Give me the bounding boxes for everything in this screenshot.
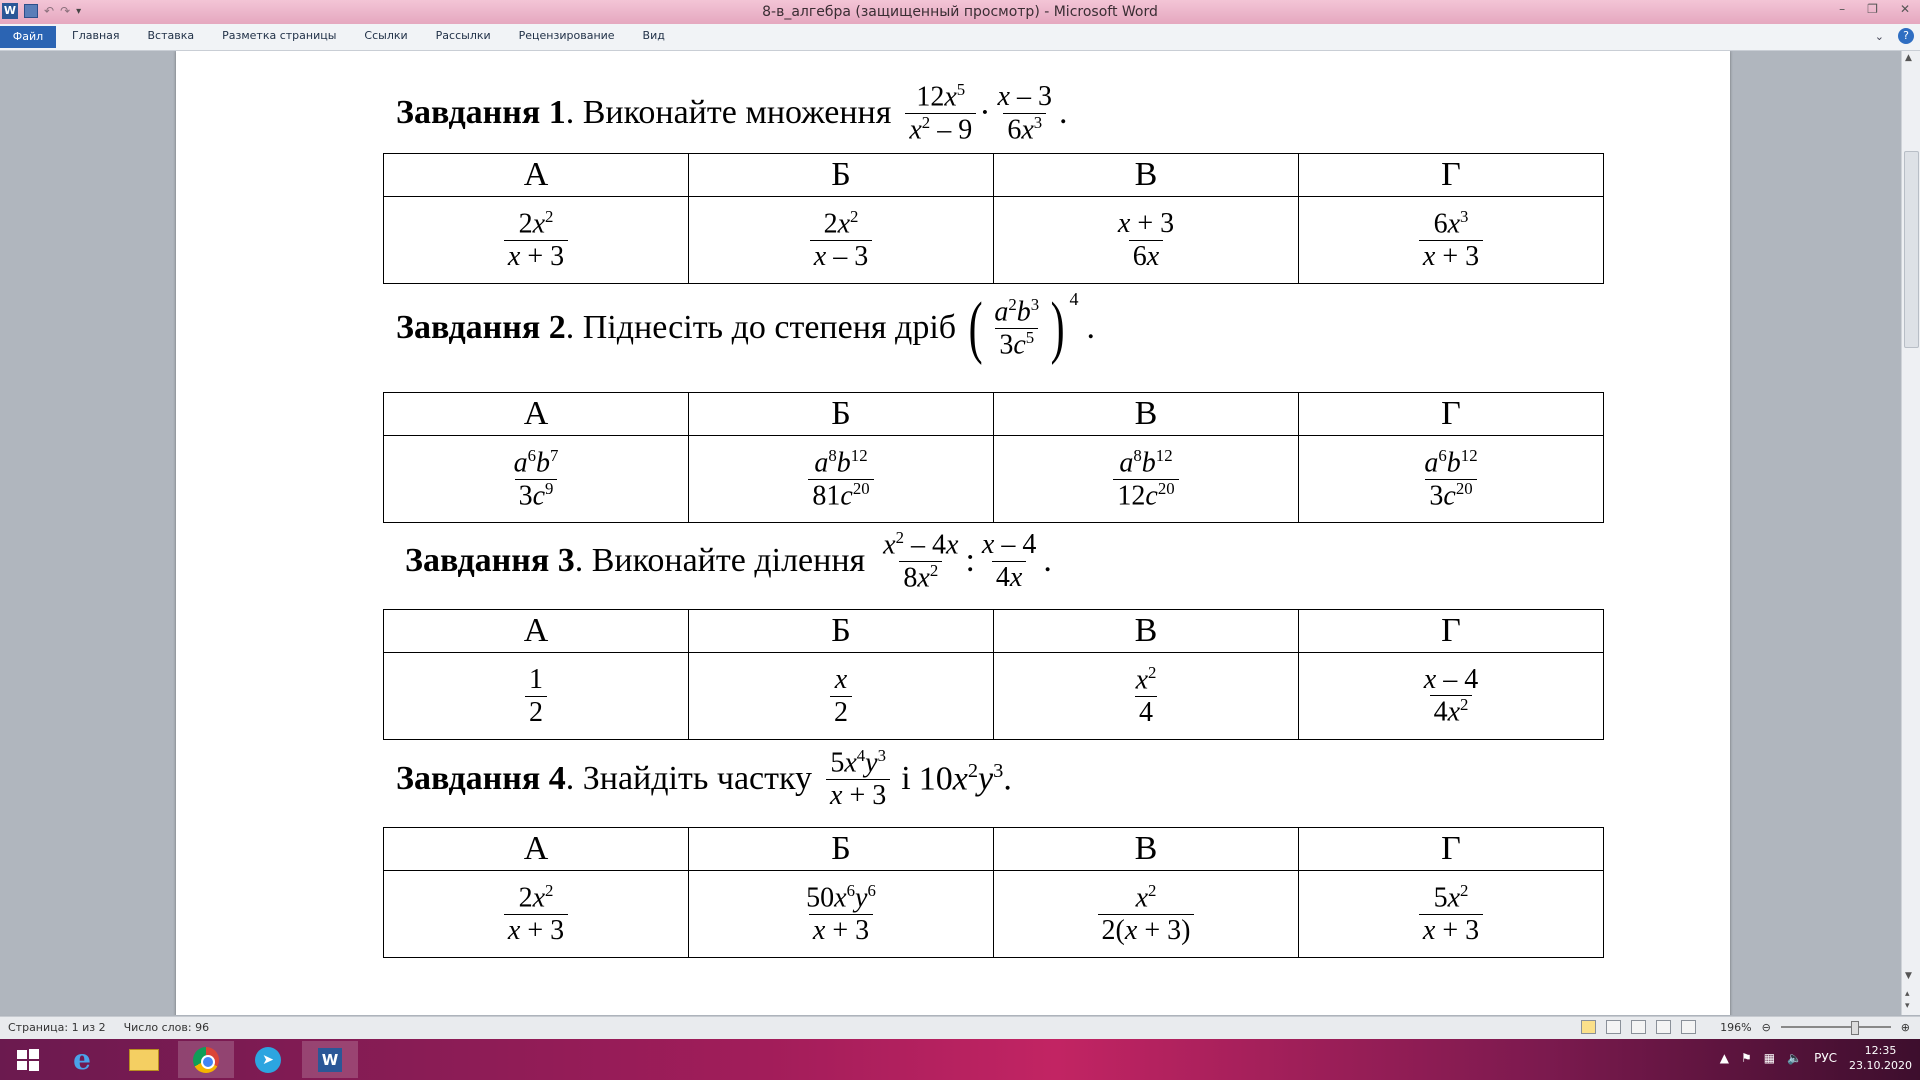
option-a-header: А bbox=[384, 154, 689, 197]
clock-time: 12:35 bbox=[1864, 1044, 1897, 1057]
ribbon-collapse-icon[interactable]: ⌄ bbox=[1874, 29, 1884, 43]
ribbon-tab-list bbox=[72, 29, 665, 42]
option-b-header: Б bbox=[689, 828, 994, 871]
option-d-header: Г bbox=[1299, 154, 1604, 197]
task-3-label: Завдання 3 bbox=[405, 542, 575, 580]
windows-taskbar bbox=[0, 1039, 1920, 1080]
option-c-header: В bbox=[994, 393, 1299, 436]
window-controls bbox=[1839, 2, 1910, 16]
task-3: Завдання 3 . Виконайте ділення $\frac{x^2 - 4x}{8x^2}$ : $\frac{x - 4}{4x}$ . bbox=[405, 528, 1052, 594]
zoom-slider[interactable] bbox=[1781, 1026, 1891, 1028]
redo-icon[interactable]: ↷ bbox=[60, 4, 71, 18]
folder-icon bbox=[129, 1049, 159, 1071]
word-count[interactable]: Число слов: 96 bbox=[123, 1021, 210, 1034]
task-2-label: Завдання 2 bbox=[396, 309, 566, 346]
clock-date: 23.10.2020 bbox=[1849, 1059, 1912, 1072]
windows-logo-icon bbox=[16, 1048, 40, 1072]
option-b-value: $\frac{a^8b^{12}}{81c^{20}}$ bbox=[689, 436, 994, 523]
window-title: 8-в_алгебра (защищенный просмотр) - Microsoft Word bbox=[762, 4, 1158, 20]
clock[interactable] bbox=[1849, 1043, 1912, 1073]
option-a-value: $\frac{a^6b^7}{3c^9}$ bbox=[384, 436, 689, 523]
option-d-header: Г bbox=[1299, 828, 1604, 871]
minimize-icon[interactable]: – bbox=[1839, 2, 1846, 16]
full-screen-reading-icon[interactable] bbox=[1606, 1020, 1621, 1034]
status-bar bbox=[0, 1016, 1920, 1039]
network-icon[interactable]: ▦ bbox=[1763, 1051, 1776, 1065]
close-icon[interactable]: ✕ bbox=[1899, 2, 1910, 16]
task-1-fraction-1: $\frac{12x^5}{x^2 - 9}$ bbox=[905, 81, 976, 145]
file-tab[interactable]: Файл bbox=[0, 26, 56, 48]
word-icon: W bbox=[318, 1048, 342, 1072]
help-icon[interactable]: ? bbox=[1898, 28, 1914, 44]
next-page-icon[interactable]: ▾ bbox=[1905, 1001, 1910, 1011]
chrome-icon bbox=[193, 1047, 219, 1073]
zoom-in-icon[interactable]: ⊕ bbox=[1900, 1020, 1910, 1034]
option-d-value: $\frac{6x^3}{x + 3}$ bbox=[1299, 197, 1604, 284]
task-4: Завдання 4 . Знайдіть частку $\frac{5x^4y^3}{x + 3}$ і $10x^2y^3$. bbox=[396, 746, 1012, 811]
option-b-value: $\frac{x}{2}$ bbox=[689, 653, 994, 740]
task-2-fraction: $\frac{a^2b^3}{3c^5}$ bbox=[994, 294, 1040, 360]
option-c-value: $\frac{x^2}{4}$ bbox=[994, 653, 1299, 740]
undo-icon[interactable]: ↶ bbox=[44, 4, 55, 18]
option-c-header: В bbox=[994, 828, 1299, 871]
help-area bbox=[1875, 28, 1914, 44]
scroll-up-icon[interactable]: ▲ bbox=[1905, 53, 1912, 63]
tab-home[interactable]: Главная bbox=[72, 29, 120, 42]
option-d-header: Г bbox=[1299, 610, 1604, 653]
scroll-down-icon[interactable]: ▼ bbox=[1905, 971, 1912, 981]
zoom-level[interactable]: 196% bbox=[1720, 1020, 1752, 1034]
option-c-value: $\frac{x + 3}{6x}$ bbox=[994, 197, 1299, 284]
task-4-label: Завдання 4 bbox=[396, 760, 566, 798]
answer-table-3 bbox=[383, 609, 1604, 740]
task-4-fraction: $\frac{5x^4y^3}{x + 3}$ bbox=[826, 747, 890, 811]
tab-references[interactable]: Ссылки bbox=[364, 29, 408, 42]
restore-icon[interactable]: ❐ bbox=[1867, 2, 1878, 16]
tab-insert[interactable]: Вставка bbox=[147, 29, 195, 42]
tab-review[interactable]: Рецензирование bbox=[518, 29, 615, 42]
zoom-slider-knob[interactable] bbox=[1851, 1021, 1859, 1035]
option-c-value: $\frac{x^2}{2(x + 3)}$ bbox=[994, 871, 1299, 958]
option-b-header: Б bbox=[689, 610, 994, 653]
option-a-value: $\frac{1}{2}$ bbox=[384, 653, 689, 740]
task-2: Завдання 2 . Піднесіть до степеня дріб ( $\frac{a^2b^3}{3c^5}$ ) $^4$ . bbox=[396, 289, 1095, 366]
task-3-fraction-2: $\frac{x - 4}{4x}$ bbox=[981, 529, 1037, 593]
zoom-out-icon[interactable]: ⊖ bbox=[1761, 1020, 1771, 1034]
option-a-header: А bbox=[384, 828, 689, 871]
option-a-header: А bbox=[384, 610, 689, 653]
task-2-text: Піднесіть до степеня дріб bbox=[582, 309, 957, 346]
taskbar-internet-explorer[interactable] bbox=[54, 1041, 110, 1078]
task-1: Завдання 1 . Виконайте множення $\frac{12x^5}{x^2 - 9}$ · $\frac{x - 3}{6x^3}$ . bbox=[396, 80, 1068, 146]
tab-mailings[interactable]: Рассылки bbox=[435, 29, 491, 42]
option-a-value: $\frac{2x^2}{x + 3}$ bbox=[384, 871, 689, 958]
scroll-thumb[interactable] bbox=[1904, 151, 1919, 348]
task-1-fraction-2: $\frac{x - 3}{6x^3}$ bbox=[997, 81, 1052, 145]
answer-table-1 bbox=[383, 153, 1604, 284]
option-c-value: $\frac{a^8b^{12}}{12c^{20}}$ bbox=[994, 436, 1299, 523]
task-4-conjunction: і bbox=[901, 760, 911, 798]
option-c-header: В bbox=[994, 610, 1299, 653]
document-page bbox=[176, 51, 1730, 1015]
taskbar-word[interactable] bbox=[302, 1041, 358, 1078]
title-bar bbox=[0, 0, 1920, 24]
internet-explorer-icon: e bbox=[73, 1043, 91, 1076]
answer-table-4 bbox=[383, 827, 1604, 958]
option-d-value: $\frac{a^6b^{12}}{3c^{20}}$ bbox=[1299, 436, 1604, 523]
draft-view-icon[interactable] bbox=[1681, 1020, 1696, 1034]
volume-icon[interactable]: 🔈 bbox=[1787, 1051, 1803, 1065]
show-hidden-icons-icon[interactable]: ▲ bbox=[1719, 1051, 1730, 1065]
task-1-text: Виконайте множення bbox=[582, 94, 892, 132]
language-indicator[interactable]: РУС bbox=[1814, 1051, 1838, 1065]
option-d-value: $\frac{5x^2}{x + 3}$ bbox=[1299, 871, 1604, 958]
document-area bbox=[0, 51, 1902, 1015]
option-b-header: Б bbox=[689, 154, 994, 197]
option-d-value: $\frac{x - 4}{4x^2}$ bbox=[1299, 653, 1604, 740]
customize-qat-icon[interactable]: ▾ bbox=[76, 5, 82, 17]
vertical-scrollbar[interactable] bbox=[1901, 51, 1920, 1015]
option-c-header: В bbox=[994, 154, 1299, 197]
option-a-value: $\frac{2x^2}{x + 3}$ bbox=[384, 197, 689, 284]
taskbar-chrome[interactable] bbox=[178, 1041, 234, 1078]
page-counter[interactable]: Страница: 1 из 2 bbox=[8, 1021, 106, 1034]
task-1-label: Завдання 1 bbox=[396, 94, 566, 132]
action-center-icon[interactable]: ⚑ bbox=[1741, 1051, 1752, 1065]
task-3-text: Виконайте ділення bbox=[591, 542, 866, 580]
word-app-icon[interactable]: W bbox=[3, 4, 17, 17]
telegram-icon: ➤ bbox=[255, 1047, 281, 1073]
previous-page-icon[interactable]: ▴ bbox=[1905, 989, 1910, 999]
task-4-text: Знайдіть частку bbox=[582, 760, 813, 798]
taskbar-file-explorer[interactable] bbox=[116, 1041, 172, 1078]
taskbar-telegram[interactable] bbox=[240, 1041, 296, 1078]
tab-page-layout[interactable]: Разметка страницы bbox=[222, 29, 337, 42]
outline-view-icon[interactable] bbox=[1656, 1020, 1671, 1034]
option-d-header: Г bbox=[1299, 393, 1604, 436]
option-b-value: $\frac{2x^2}{x - 3}$ bbox=[689, 197, 994, 284]
task-3-fraction-1: $\frac{x^2 - 4x}{8x^2}$ bbox=[883, 528, 959, 594]
web-layout-icon[interactable] bbox=[1631, 1020, 1646, 1034]
option-b-value: $\frac{50x^6y^6}{x + 3}$ bbox=[689, 871, 994, 958]
option-b-header: Б bbox=[689, 393, 994, 436]
answer-table-2 bbox=[383, 392, 1604, 523]
start-button[interactable] bbox=[0, 1041, 56, 1078]
ribbon-tabs bbox=[0, 24, 1920, 51]
print-layout-view-icon[interactable] bbox=[1581, 1020, 1596, 1034]
tab-view[interactable]: Вид bbox=[642, 29, 665, 42]
system-tray bbox=[1720, 1043, 1912, 1073]
option-a-header: А bbox=[384, 393, 689, 436]
